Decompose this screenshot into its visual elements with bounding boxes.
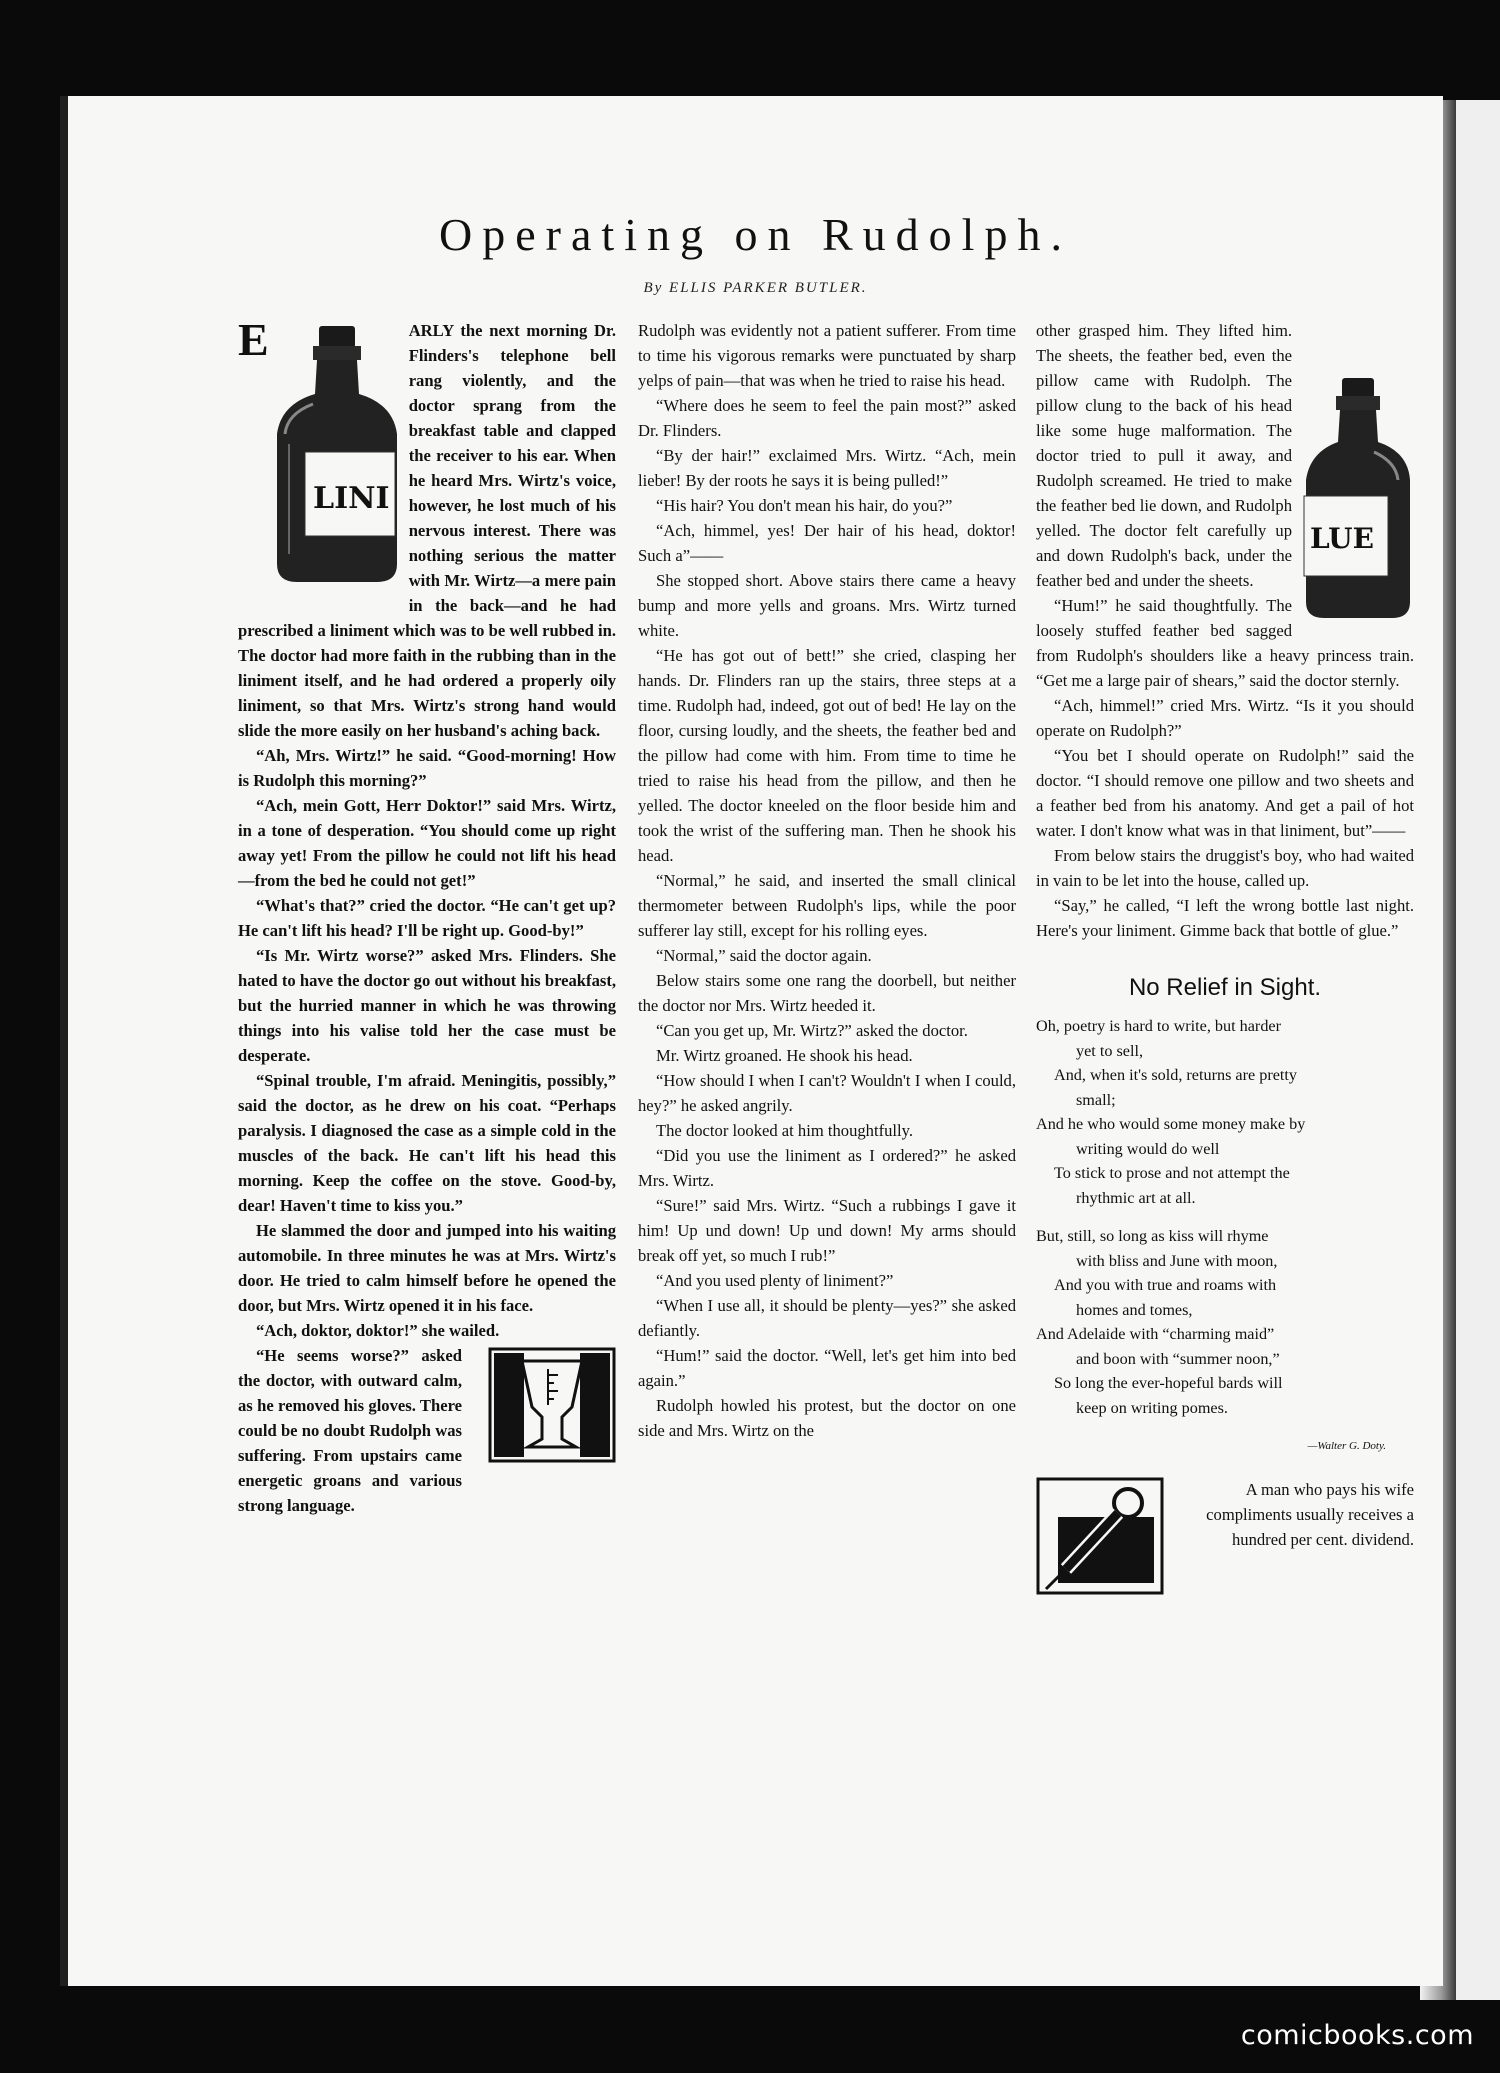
paragraph: “He has got out of bett!” she cried, clasping her hands. Dr. Flinders ran up the stairs, three steps at a time. Rudolph had, indeed, got out of bed! He lay on the floor, cursing loudly, and the sheets, the feather bed and the pillow had come with him. From time to time he tried to raise his head from the pillow, and then he yelled. The doctor kneeled on the floor beside him and took the wrist of the suffering man. Then he shook his head. bbox=[638, 646, 1016, 865]
paragraph: “Hum!” said the doctor. “Well, let's get him into bed again.” bbox=[638, 1346, 1016, 1390]
paragraph: Rudolph howled his protest, but the doctor on one side and Mrs. Wirtz on the bbox=[638, 1396, 1016, 1440]
paragraph-with-illustration bbox=[1036, 318, 1414, 593]
poem-title: No Relief in Sight. bbox=[1128, 974, 1322, 1001]
poem-line: keep on writing pomes. bbox=[1076, 1398, 1228, 1417]
opening-paragraph bbox=[238, 314, 616, 743]
poem-line: To stick to prose and not attempt the bbox=[1054, 1164, 1290, 1182]
paragraph: He slammed the door and jumped into his waiting automobile. In three minutes he was at Mrs. Wirtz's door. He tried to calm himself before he opened the door, but Mrs. Wirtz opened it in his face. bbox=[238, 1221, 616, 1315]
paragraph: “Did you use the liniment as I ordered?” he asked Mrs. Wirtz. bbox=[638, 1146, 1016, 1190]
paragraph: “Ah, Mrs. Wirtz!” he said. “Good-morning! How is Rudolph this morning?” bbox=[238, 746, 616, 790]
quip-block bbox=[1036, 1477, 1414, 1602]
paragraph: “How should I when I can't? Wouldn't I when I could, hey?” he asked angrily. bbox=[638, 1071, 1016, 1115]
bottle-left-label: LINI bbox=[312, 481, 390, 516]
paragraph-text: other grasped him. They lifted him. The sheets, the feather bed, even the pillow came with Rudolph. The pillow clung to the back of his head like some huge malformation. The doctor tried to pull it away, and Rudolph screamed. He tried to make the feather bed lie down, and Rudolph yelled. The doctor felt carefully up and down Rudolph's back, under the feather bed and under the sheets. bbox=[1036, 321, 1292, 590]
paragraph: “Normal,” said the doctor again. bbox=[656, 946, 872, 965]
liniment-bottle-illustration bbox=[273, 324, 401, 593]
paragraph: “Where does he seem to feel the pain most?” asked Dr. Flinders. bbox=[638, 396, 1016, 440]
poem-line: rhythmic art at all. bbox=[1076, 1188, 1196, 1207]
quip-text: A man who pays his wife compliments usually receives a hundred per cent. dividend. bbox=[1206, 1479, 1414, 1549]
magazine-page bbox=[60, 96, 1443, 1986]
opening-paragraph-text: ARLY the next morning Dr. Flinders's telephone bell rang violently, and the doctor sprang from the breakfast table and clapped the receiver to his ear. When he heard Mrs. Wirtz's voice, however, he lost much of his nervous interest. There was nothing serious the matter with Mr. Wirtz—a mere pain in the back—and he had prescribed a liniment which was to be well rubbed in. The doctor had more faith in the rubbing than in the liniment itself, and he had ordered a properly oily liniment, so that Mrs. Wirtz's strong hand would slide the more easily on her husband's aching back. bbox=[238, 321, 616, 740]
paragraph: “And you used plenty of liniment?” bbox=[656, 1271, 894, 1290]
paragraph: Below stairs some one rang the doorbell, but neither the doctor nor Mrs. Wirtz heeded it. bbox=[638, 971, 1016, 1015]
poem-line: And he who would some money make by bbox=[1036, 1115, 1306, 1133]
glue-bottle-illustration bbox=[1302, 376, 1414, 629]
paragraph: “Hum!” he said thoughtfully. The loosely stuffed feather bed sagged from Rudolph's shoulders like a heavy princess train. “Get me a large pair of shears,” said the doctor sternly. bbox=[1036, 596, 1414, 690]
drop-cap: E bbox=[238, 314, 269, 365]
poem bbox=[1036, 1014, 1414, 1459]
text-column-2 bbox=[638, 318, 1016, 1443]
paragraph: “When I use all, it should be plenty—yes?” she asked defiantly. bbox=[638, 1296, 1016, 1340]
paragraph-with-illustration bbox=[238, 1343, 616, 1518]
paragraph: “His hair? You don't mean his hair, do you?” bbox=[656, 496, 953, 515]
poem-line: And, when it's sold, returns are pretty bbox=[1054, 1066, 1297, 1084]
poem-line: So long the ever-hopeful bards will bbox=[1054, 1374, 1283, 1392]
paragraph: She stopped short. Above stairs there came a heavy bump and more yells and groans. Mrs. Wirtz turned white. bbox=[638, 571, 1016, 640]
paragraph: “Say,” he called, “I left the wrong bottle last night. Here's your liniment. Gimme back that bottle of glue.” bbox=[1036, 896, 1414, 940]
paragraph: From below stairs the druggist's boy, who had waited in vain to be let into the house, called up. bbox=[1036, 846, 1414, 890]
paragraph-text: “He seems worse?” asked the doctor, with outward calm, as he removed his gloves. There could be no doubt Rudolph was suffering. From upstairs came energetic groans and various strong language. bbox=[238, 1346, 462, 1515]
paragraph: “What's that?” cried the doctor. “He can't get up? He can't lift his head? I'll be right up. Good-by!” bbox=[238, 896, 616, 940]
article-title: Operating on Rudolph. bbox=[439, 209, 1072, 260]
paragraph: “By der hair!” exclaimed Mrs. Wirtz. “Ach, mein lieber! By der roots he says it is being pulled!” bbox=[638, 446, 1016, 490]
poem-line: small; bbox=[1076, 1090, 1116, 1109]
poem-stanza-2 bbox=[1036, 1224, 1414, 1420]
poem-line: homes and tomes, bbox=[1076, 1300, 1193, 1319]
poem-line: Oh, poetry is hard to write, but harder bbox=[1036, 1017, 1281, 1035]
paragraph: “Ach, himmel!” cried Mrs. Wirtz. “Is it you should operate on Rudolph?” bbox=[1036, 696, 1414, 740]
article-byline: By ELLIS PARKER BUTLER. bbox=[643, 280, 868, 296]
poem-line: But, still, so long as kiss will rhyme bbox=[1036, 1227, 1269, 1245]
poem-line: yet to sell, bbox=[1076, 1041, 1143, 1060]
paragraph: “Normal,” he said, and inserted the small clinical thermometer between Rudolph's lips, while the poor sufferer lay still, except for his rolling eyes. bbox=[638, 871, 1016, 940]
paragraph: “Ach, mein Gott, Herr Doktor!” said Mrs. Wirtz, in a tone of desperation. “You should come up right away yet! From the pillow he could not lift his head—from the bed he could not get!” bbox=[238, 796, 616, 890]
paragraph: “Ach, doktor, doktor!” she wailed. bbox=[256, 1321, 500, 1340]
paragraph: “Can you get up, Mr. Wirtz?” asked the doctor. bbox=[656, 1021, 968, 1040]
paragraph: Rudolph was evidently not a patient sufferer. From time to time his vigorous remarks were punctuated by sharp yelps of pain—that was when he tried to raise his head. bbox=[638, 321, 1016, 390]
paragraph: “Sure!” said Mrs. Wirtz. “Such a rubbings I gave it him! Up und down! Up und down! My arms should break off yet, so much I rub!” bbox=[638, 1196, 1016, 1265]
paragraph: “Is Mr. Wirtz worse?” asked Mrs. Flinders. She hated to have the doctor go out without his breakfast, but the hurried manner in which he was throwing things into his valise told her the case must be desperate. bbox=[238, 946, 616, 1065]
bottle-right-label: LUE bbox=[1310, 522, 1374, 555]
paragraph: “Ach, himmel, yes! Der hair of his head, doktor! Such a”—— bbox=[638, 521, 1016, 565]
text-column-1 bbox=[238, 314, 616, 1518]
adjacent-page-edge bbox=[1452, 100, 1500, 2000]
poem-line: and boon with “summer noon,” bbox=[1076, 1349, 1280, 1368]
paragraph: “You bet I should operate on Rudolph!” said the doctor. “I should remove one pillow and two sheets and a feather bed from his anatomy. And get a pail of hot water. I don't know what was in that liniment, but”—— bbox=[1036, 746, 1414, 840]
paragraph: “Spinal trouble, I'm afraid. Meningitis, possibly,” said the doctor, as he drew on his coat. “Perhaps paralysis. I diagnosed the case as a simple cold in the muscles of the back. He can't lift his head this morning. Keep the coffee on the stove. Good-by, dear! Haven't time to kiss you.” bbox=[238, 1071, 616, 1215]
poem-line: And you with true and roams with bbox=[1054, 1276, 1277, 1294]
syringe-illustration bbox=[1036, 1477, 1164, 1602]
site-watermark: comicbooks.com bbox=[1240, 2020, 1474, 2051]
paragraph: The doctor looked at him thoughtfully. bbox=[656, 1121, 914, 1140]
paragraph: Mr. Wirtz groaned. He shook his head. bbox=[656, 1046, 913, 1065]
poem-author: —Walter G. Doty. bbox=[1307, 1440, 1386, 1452]
thermometer-glass-illustration bbox=[470, 1347, 616, 1470]
poem-line: with bliss and June with moon, bbox=[1076, 1251, 1278, 1270]
poem-stanza-1 bbox=[1036, 1014, 1414, 1210]
poem-line: writing would do well bbox=[1076, 1139, 1220, 1158]
text-column-3 bbox=[1036, 318, 1414, 1602]
poem-line: And Adelaide with “charming maid” bbox=[1036, 1325, 1275, 1343]
